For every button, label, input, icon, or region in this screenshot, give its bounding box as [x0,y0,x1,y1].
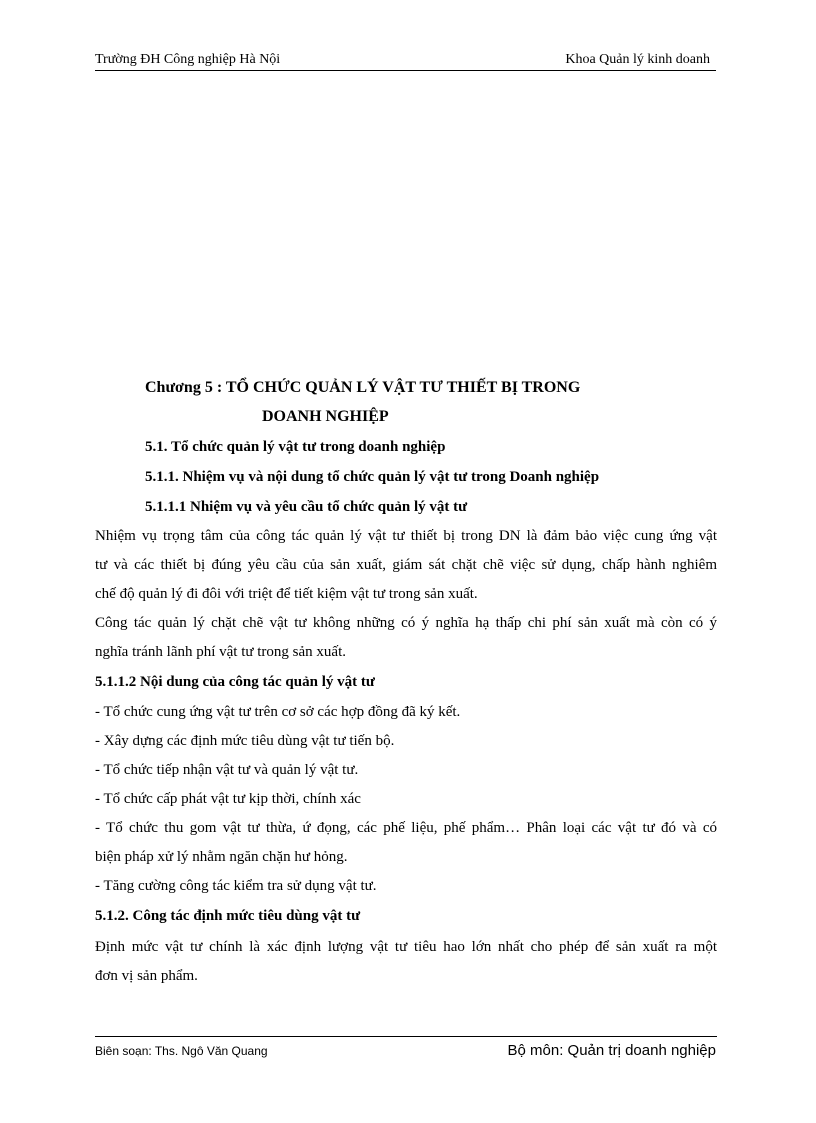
bullet-5-line2: biện pháp xử lý nhằm ngăn chặn hư hỏng. [95,849,348,865]
footer-author: Biên soạn: Ths. Ngô Văn Quang [95,1044,268,1058]
bullet-2: - Xây dựng các định mức tiêu dùng vật tư tiến bộ. [95,733,395,749]
heading-5-1: 5.1. Tổ chức quản lý vật tư trong doanh nghiệp [145,439,446,455]
heading-5-1-1-1: 5.1.1.1 Nhiệm vụ và yêu cầu tổ chức quản lý vật tư [145,499,468,515]
bullet-4: - Tổ chức cấp phát vật tư kịp thời, chính xác [95,791,361,807]
para1-line2: tư và các thiết bị đúng yêu cầu của sản xuất, giám sát chặt chẽ việc sử dụng, chấp hành nghiêm [95,557,717,573]
heading-5-1-2: 5.1.2. Công tác định mức tiêu dùng vật tư [95,908,361,924]
heading-5-1-1: 5.1.1. Nhiệm vụ và nội dung tổ chức quản lý vật tư trong Doanh nghiệp [145,469,600,485]
bullet-6: - Tăng cường công tác kiểm tra sử dụng vật tư. [95,878,377,894]
bullet-1: - Tổ chức cung ứng vật tư trên cơ sở các hợp đồng đã ký kết. [95,704,461,720]
heading-5-1-1-2: 5.1.1.2 Nội dung của công tác quản lý vật tư [95,674,375,690]
header-school: Trường ĐH Công nghiệp Hà Nội [95,52,281,67]
chapter-title-line2: DOANH NGHIỆP [262,408,389,425]
bullet-3: - Tổ chức tiếp nhận vật tư và quản lý vật tư. [95,762,359,778]
para2-line2: nghĩa tránh lãnh phí vật tư trong sản xuất. [95,644,346,660]
para1-line1: Nhiệm vụ trọng tâm của công tác quản lý vật tư thiết bị trong DN là đảm bảo việc cung ứng vật [95,528,717,544]
para3-line1: Định mức vật tư chính là xác định lượng vật tư tiêu hao lớn nhất cho phép để sản xuất ra một [95,939,717,955]
bullet-5-line1: - Tổ chức thu gom vật tư thừa, ứ đọng, các phế liệu, phế phẩm… Phân loại các vật tư đó và có [95,820,717,836]
para2-line1: Công tác quản lý chặt chẽ vật tư không những có ý nghĩa hạ thấp chi phí sản xuất mà còn có ý [95,615,717,631]
page-header [95,50,716,71]
header-faculty: Khoa Quản lý kinh doanh [565,52,710,67]
footer-rule [95,1036,717,1037]
chapter-title-line1: Chương 5 : TỔ CHỨC QUẢN LÝ VẬT TƯ THIẾT BỊ TRONG [145,379,581,396]
para3-line2: đơn vị sản phẩm. [95,968,198,984]
para1-line3: chế độ quản lý đi đôi với triệt để tiết kiệm vật tư trong sản xuất. [95,586,478,602]
footer-department: Bộ môn: Quản trị doanh nghiệp [507,1042,716,1059]
